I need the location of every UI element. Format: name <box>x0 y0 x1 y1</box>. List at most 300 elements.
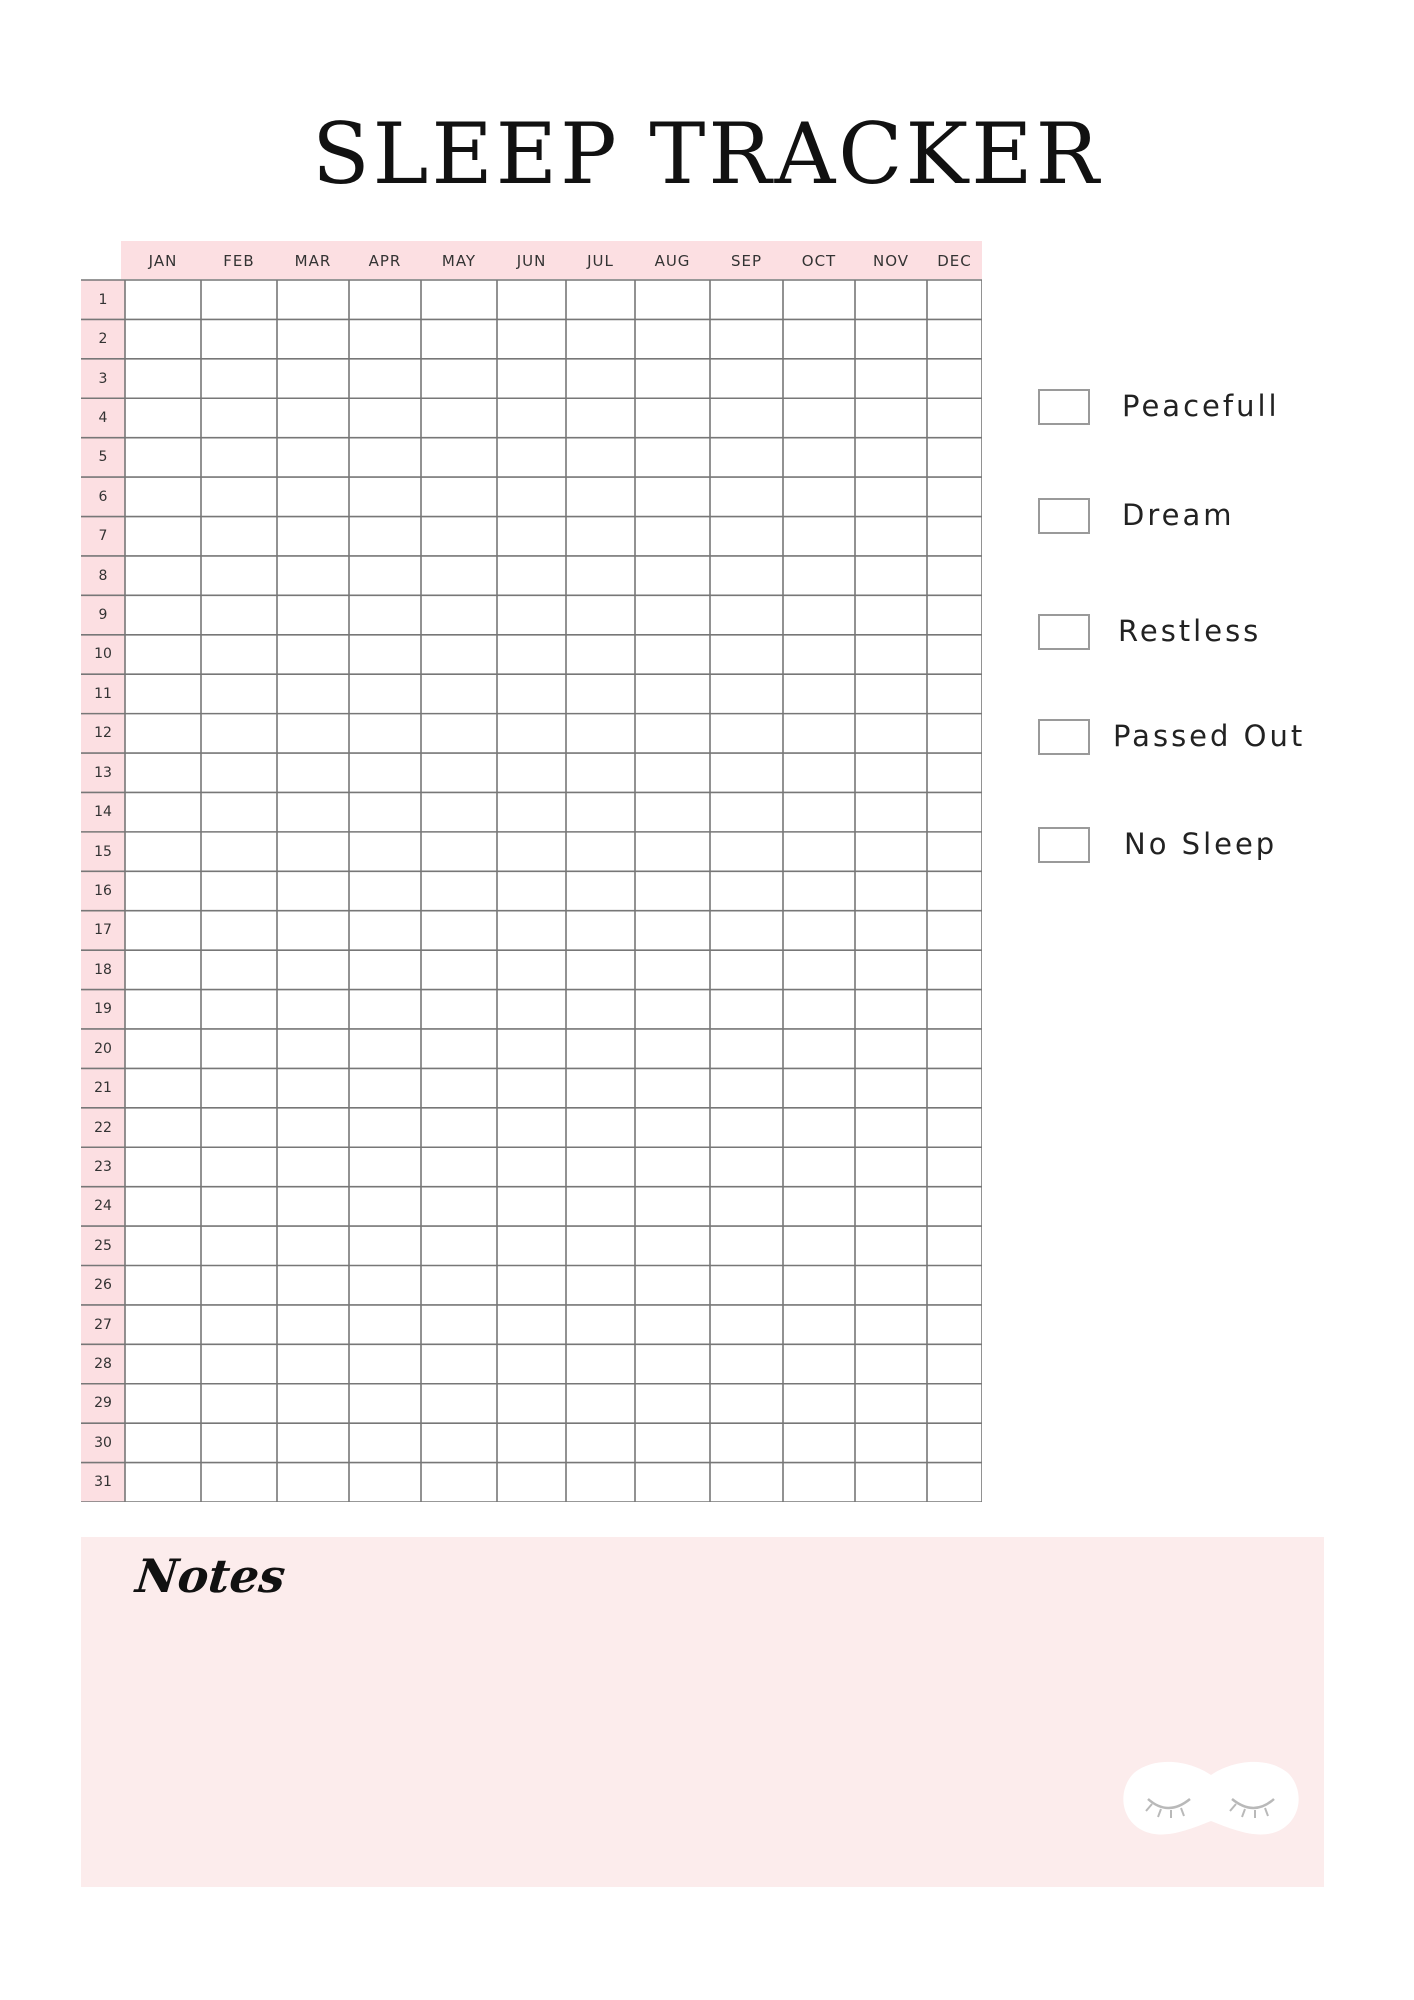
legend-checkbox-peacefull[interactable] <box>1038 389 1090 425</box>
tracker-cell[interactable] <box>784 1306 854 1343</box>
tracker-cell[interactable] <box>498 715 565 752</box>
tracker-cell[interactable] <box>567 1188 634 1225</box>
tracker-cell[interactable] <box>126 399 200 436</box>
tracker-cell[interactable] <box>567 1109 634 1146</box>
tracker-cell[interactable] <box>278 793 348 830</box>
tracker-cell[interactable] <box>202 478 276 515</box>
tracker-cell[interactable] <box>202 1424 276 1461</box>
tracker-cell[interactable] <box>422 478 496 515</box>
tracker-cell[interactable] <box>202 951 276 988</box>
tracker-cell[interactable] <box>784 872 854 909</box>
tracker-cell[interactable] <box>636 833 709 870</box>
tracker-cell[interactable] <box>202 675 276 712</box>
tracker-cell[interactable] <box>350 1464 420 1501</box>
tracker-cell[interactable] <box>856 754 926 791</box>
tracker-cell[interactable] <box>856 439 926 476</box>
tracker-cell[interactable] <box>350 1148 420 1185</box>
tracker-cell[interactable] <box>636 478 709 515</box>
tracker-cell[interactable] <box>856 1306 926 1343</box>
tracker-cell[interactable] <box>928 478 981 515</box>
tracker-cell[interactable] <box>928 951 981 988</box>
tracker-cell[interactable] <box>422 1267 496 1304</box>
tracker-cell[interactable] <box>422 715 496 752</box>
tracker-cell[interactable] <box>498 675 565 712</box>
tracker-cell[interactable] <box>350 1188 420 1225</box>
tracker-cell[interactable] <box>126 1385 200 1422</box>
tracker-cell[interactable] <box>636 1188 709 1225</box>
tracker-cell[interactable] <box>126 1227 200 1264</box>
legend-checkbox-no-sleep[interactable] <box>1038 827 1090 863</box>
tracker-cell[interactable] <box>711 1188 782 1225</box>
tracker-cell[interactable] <box>567 951 634 988</box>
tracker-cell[interactable] <box>856 1109 926 1146</box>
tracker-cell[interactable] <box>498 557 565 594</box>
tracker-cell[interactable] <box>567 1267 634 1304</box>
tracker-cell[interactable] <box>567 1424 634 1461</box>
tracker-cell[interactable] <box>711 1109 782 1146</box>
tracker-cell[interactable] <box>567 912 634 949</box>
tracker-cell[interactable] <box>856 636 926 673</box>
tracker-cell[interactable] <box>126 1030 200 1067</box>
tracker-cell[interactable] <box>278 1069 348 1106</box>
tracker-cell[interactable] <box>856 715 926 752</box>
tracker-cell[interactable] <box>711 1385 782 1422</box>
tracker-cell[interactable] <box>498 1385 565 1422</box>
tracker-cell[interactable] <box>278 360 348 397</box>
tracker-cell[interactable] <box>202 1306 276 1343</box>
tracker-cell[interactable] <box>928 596 981 633</box>
tracker-cell[interactable] <box>856 912 926 949</box>
tracker-cell[interactable] <box>422 320 496 357</box>
tracker-cell[interactable] <box>636 754 709 791</box>
tracker-cell[interactable] <box>711 1030 782 1067</box>
tracker-cell[interactable] <box>636 991 709 1028</box>
tracker-cell[interactable] <box>636 1424 709 1461</box>
tracker-cell[interactable] <box>636 439 709 476</box>
tracker-cell[interactable] <box>856 596 926 633</box>
tracker-cell[interactable] <box>126 596 200 633</box>
tracker-cell[interactable] <box>856 518 926 555</box>
tracker-cell[interactable] <box>498 1424 565 1461</box>
tracker-cell[interactable] <box>126 991 200 1028</box>
tracker-cell[interactable] <box>498 636 565 673</box>
tracker-cell[interactable] <box>350 1306 420 1343</box>
tracker-cell[interactable] <box>126 1109 200 1146</box>
tracker-cell[interactable] <box>278 991 348 1028</box>
tracker-cell[interactable] <box>422 1227 496 1264</box>
tracker-cell[interactable] <box>202 1464 276 1501</box>
tracker-cell[interactable] <box>350 715 420 752</box>
tracker-cell[interactable] <box>278 912 348 949</box>
tracker-cell[interactable] <box>422 281 496 318</box>
tracker-cell[interactable] <box>567 518 634 555</box>
tracker-cell[interactable] <box>278 596 348 633</box>
tracker-cell[interactable] <box>202 281 276 318</box>
tracker-cell[interactable] <box>278 754 348 791</box>
tracker-cell[interactable] <box>567 281 634 318</box>
tracker-cell[interactable] <box>784 715 854 752</box>
tracker-cell[interactable] <box>711 951 782 988</box>
tracker-cell[interactable] <box>711 1345 782 1382</box>
tracker-cell[interactable] <box>856 1030 926 1067</box>
tracker-cell[interactable] <box>422 1345 496 1382</box>
tracker-cell[interactable] <box>498 754 565 791</box>
tracker-cell[interactable] <box>278 1030 348 1067</box>
tracker-cell[interactable] <box>202 1188 276 1225</box>
tracker-cell[interactable] <box>784 478 854 515</box>
tracker-cell[interactable] <box>350 399 420 436</box>
tracker-cell[interactable] <box>126 320 200 357</box>
tracker-cell[interactable] <box>422 912 496 949</box>
tracker-cell[interactable] <box>422 754 496 791</box>
tracker-cell[interactable] <box>928 1424 981 1461</box>
tracker-cell[interactable] <box>350 596 420 633</box>
tracker-cell[interactable] <box>784 754 854 791</box>
tracker-cell[interactable] <box>350 793 420 830</box>
tracker-cell[interactable] <box>636 518 709 555</box>
tracker-cell[interactable] <box>928 1464 981 1501</box>
tracker-cell[interactable] <box>422 1109 496 1146</box>
notes-section[interactable] <box>81 1537 1324 1887</box>
tracker-cell[interactable] <box>350 1030 420 1067</box>
tracker-cell[interactable] <box>350 675 420 712</box>
tracker-cell[interactable] <box>202 1345 276 1382</box>
tracker-cell[interactable] <box>498 1148 565 1185</box>
tracker-cell[interactable] <box>202 439 276 476</box>
tracker-cell[interactable] <box>278 1306 348 1343</box>
tracker-cell[interactable] <box>711 1464 782 1501</box>
tracker-cell[interactable] <box>278 872 348 909</box>
tracker-cell[interactable] <box>856 1188 926 1225</box>
tracker-cell[interactable] <box>711 439 782 476</box>
tracker-cell[interactable] <box>784 1188 854 1225</box>
tracker-cell[interactable] <box>278 715 348 752</box>
tracker-cell[interactable] <box>784 991 854 1028</box>
tracker-cell[interactable] <box>498 1069 565 1106</box>
tracker-cell[interactable] <box>928 1385 981 1422</box>
tracker-cell[interactable] <box>498 320 565 357</box>
tracker-cell[interactable] <box>928 1148 981 1185</box>
tracker-cell[interactable] <box>278 675 348 712</box>
tracker-cell[interactable] <box>711 793 782 830</box>
tracker-cell[interactable] <box>422 1148 496 1185</box>
tracker-cell[interactable] <box>422 557 496 594</box>
tracker-cell[interactable] <box>202 912 276 949</box>
tracker-cell[interactable] <box>784 1030 854 1067</box>
tracker-cell[interactable] <box>498 360 565 397</box>
tracker-cell[interactable] <box>350 872 420 909</box>
tracker-cell[interactable] <box>278 1424 348 1461</box>
tracker-cell[interactable] <box>856 399 926 436</box>
tracker-cell[interactable] <box>856 951 926 988</box>
tracker-cell[interactable] <box>636 1345 709 1382</box>
tracker-cell[interactable] <box>636 1464 709 1501</box>
tracker-cell[interactable] <box>350 1424 420 1461</box>
tracker-cell[interactable] <box>711 478 782 515</box>
tracker-cell[interactable] <box>278 1267 348 1304</box>
tracker-cell[interactable] <box>126 912 200 949</box>
tracker-cell[interactable] <box>636 1385 709 1422</box>
tracker-cell[interactable] <box>498 912 565 949</box>
tracker-cell[interactable] <box>711 1227 782 1264</box>
tracker-cell[interactable] <box>278 1464 348 1501</box>
tracker-cell[interactable] <box>928 833 981 870</box>
tracker-cell[interactable] <box>422 872 496 909</box>
tracker-cell[interactable] <box>498 439 565 476</box>
tracker-cell[interactable] <box>350 281 420 318</box>
tracker-cell[interactable] <box>498 951 565 988</box>
tracker-cell[interactable] <box>567 1345 634 1382</box>
tracker-cell[interactable] <box>636 951 709 988</box>
tracker-cell[interactable] <box>928 1267 981 1304</box>
tracker-cell[interactable] <box>567 478 634 515</box>
tracker-cell[interactable] <box>784 1424 854 1461</box>
tracker-cell[interactable] <box>784 636 854 673</box>
tracker-cell[interactable] <box>711 518 782 555</box>
tracker-cell[interactable] <box>928 518 981 555</box>
tracker-cell[interactable] <box>278 557 348 594</box>
tracker-cell[interactable] <box>636 912 709 949</box>
tracker-cell[interactable] <box>350 518 420 555</box>
tracker-cell[interactable] <box>422 675 496 712</box>
tracker-cell[interactable] <box>350 1385 420 1422</box>
tracker-cell[interactable] <box>928 636 981 673</box>
tracker-cell[interactable] <box>126 1267 200 1304</box>
tracker-cell[interactable] <box>856 1424 926 1461</box>
tracker-cell[interactable] <box>202 636 276 673</box>
tracker-cell[interactable] <box>567 1306 634 1343</box>
tracker-cell[interactable] <box>422 1188 496 1225</box>
tracker-cell[interactable] <box>202 715 276 752</box>
tracker-cell[interactable] <box>422 991 496 1028</box>
tracker-cell[interactable] <box>498 399 565 436</box>
tracker-cell[interactable] <box>126 951 200 988</box>
tracker-cell[interactable] <box>350 1069 420 1106</box>
tracker-cell[interactable] <box>422 636 496 673</box>
tracker-cell[interactable] <box>126 478 200 515</box>
tracker-cell[interactable] <box>202 596 276 633</box>
tracker-cell[interactable] <box>350 320 420 357</box>
tracker-cell[interactable] <box>567 675 634 712</box>
legend-checkbox-restless[interactable] <box>1038 614 1090 650</box>
tracker-cell[interactable] <box>784 675 854 712</box>
tracker-cell[interactable] <box>126 675 200 712</box>
tracker-cell[interactable] <box>498 1030 565 1067</box>
legend-checkbox-passed-out[interactable] <box>1038 719 1090 755</box>
tracker-cell[interactable] <box>278 833 348 870</box>
tracker-cell[interactable] <box>498 793 565 830</box>
tracker-cell[interactable] <box>784 1345 854 1382</box>
tracker-cell[interactable] <box>928 557 981 594</box>
tracker-cell[interactable] <box>636 1267 709 1304</box>
tracker-cell[interactable] <box>422 1385 496 1422</box>
tracker-cell[interactable] <box>856 872 926 909</box>
tracker-cell[interactable] <box>567 991 634 1028</box>
tracker-cell[interactable] <box>422 1424 496 1461</box>
tracker-cell[interactable] <box>126 1306 200 1343</box>
legend-checkbox-dream[interactable] <box>1038 498 1090 534</box>
tracker-cell[interactable] <box>498 1267 565 1304</box>
tracker-cell[interactable] <box>711 833 782 870</box>
tracker-cell[interactable] <box>126 715 200 752</box>
tracker-cell[interactable] <box>928 1109 981 1146</box>
tracker-cell[interactable] <box>784 1267 854 1304</box>
tracker-cell[interactable] <box>784 1148 854 1185</box>
tracker-cell[interactable] <box>711 1267 782 1304</box>
tracker-cell[interactable] <box>928 754 981 791</box>
tracker-cell[interactable] <box>784 833 854 870</box>
tracker-cell[interactable] <box>711 1424 782 1461</box>
tracker-cell[interactable] <box>856 793 926 830</box>
tracker-cell[interactable] <box>784 439 854 476</box>
tracker-cell[interactable] <box>928 1030 981 1067</box>
tracker-cell[interactable] <box>498 1345 565 1382</box>
tracker-cell[interactable] <box>711 1306 782 1343</box>
tracker-cell[interactable] <box>422 1464 496 1501</box>
tracker-cell[interactable] <box>784 518 854 555</box>
tracker-cell[interactable] <box>422 1069 496 1106</box>
tracker-cell[interactable] <box>422 399 496 436</box>
tracker-cell[interactable] <box>498 1464 565 1501</box>
tracker-cell[interactable] <box>928 439 981 476</box>
tracker-cell[interactable] <box>422 833 496 870</box>
tracker-cell[interactable] <box>636 636 709 673</box>
tracker-cell[interactable] <box>498 281 565 318</box>
tracker-cell[interactable] <box>636 360 709 397</box>
tracker-cell[interactable] <box>126 360 200 397</box>
tracker-cell[interactable] <box>278 951 348 988</box>
tracker-cell[interactable] <box>711 320 782 357</box>
tracker-cell[interactable] <box>278 1227 348 1264</box>
tracker-cell[interactable] <box>350 1345 420 1382</box>
tracker-cell[interactable] <box>278 320 348 357</box>
tracker-cell[interactable] <box>126 754 200 791</box>
tracker-cell[interactable] <box>636 715 709 752</box>
tracker-cell[interactable] <box>928 360 981 397</box>
tracker-cell[interactable] <box>567 320 634 357</box>
tracker-cell[interactable] <box>856 478 926 515</box>
tracker-cell[interactable] <box>784 1069 854 1106</box>
tracker-cell[interactable] <box>711 360 782 397</box>
tracker-cell[interactable] <box>202 1030 276 1067</box>
tracker-cell[interactable] <box>350 636 420 673</box>
tracker-cell[interactable] <box>856 1385 926 1422</box>
tracker-cell[interactable] <box>498 478 565 515</box>
tracker-cell[interactable] <box>636 320 709 357</box>
tracker-cell[interactable] <box>202 754 276 791</box>
tracker-cell[interactable] <box>711 912 782 949</box>
tracker-cell[interactable] <box>126 1188 200 1225</box>
tracker-cell[interactable] <box>126 1345 200 1382</box>
tracker-cell[interactable] <box>567 439 634 476</box>
tracker-cell[interactable] <box>126 1464 200 1501</box>
tracker-cell[interactable] <box>856 991 926 1028</box>
tracker-cell[interactable] <box>636 399 709 436</box>
tracker-cell[interactable] <box>636 1069 709 1106</box>
tracker-cell[interactable] <box>422 360 496 397</box>
tracker-cell[interactable] <box>350 833 420 870</box>
tracker-cell[interactable] <box>498 518 565 555</box>
tracker-cell[interactable] <box>856 320 926 357</box>
tracker-cell[interactable] <box>711 399 782 436</box>
tracker-cell[interactable] <box>350 754 420 791</box>
tracker-cell[interactable] <box>422 1030 496 1067</box>
tracker-cell[interactable] <box>856 1069 926 1106</box>
tracker-cell[interactable] <box>278 1345 348 1382</box>
tracker-cell[interactable] <box>928 1069 981 1106</box>
tracker-cell[interactable] <box>856 1345 926 1382</box>
tracker-cell[interactable] <box>350 1227 420 1264</box>
tracker-cell[interactable] <box>278 518 348 555</box>
tracker-cell[interactable] <box>350 1267 420 1304</box>
tracker-cell[interactable] <box>278 1148 348 1185</box>
tracker-cell[interactable] <box>422 439 496 476</box>
tracker-cell[interactable] <box>567 793 634 830</box>
tracker-cell[interactable] <box>711 675 782 712</box>
tracker-cell[interactable] <box>784 281 854 318</box>
tracker-cell[interactable] <box>126 793 200 830</box>
tracker-cell[interactable] <box>928 991 981 1028</box>
tracker-cell[interactable] <box>567 833 634 870</box>
tracker-cell[interactable] <box>202 872 276 909</box>
tracker-cell[interactable] <box>350 478 420 515</box>
tracker-cell[interactable] <box>567 715 634 752</box>
tracker-cell[interactable] <box>636 1030 709 1067</box>
tracker-cell[interactable] <box>567 399 634 436</box>
tracker-cell[interactable] <box>636 872 709 909</box>
tracker-cell[interactable] <box>567 872 634 909</box>
tracker-cell[interactable] <box>126 872 200 909</box>
tracker-cell[interactable] <box>202 1227 276 1264</box>
tracker-cell[interactable] <box>567 557 634 594</box>
tracker-cell[interactable] <box>498 833 565 870</box>
tracker-cell[interactable] <box>567 360 634 397</box>
tracker-cell[interactable] <box>202 360 276 397</box>
tracker-cell[interactable] <box>202 991 276 1028</box>
tracker-cell[interactable] <box>636 1306 709 1343</box>
tracker-cell[interactable] <box>636 1148 709 1185</box>
tracker-cell[interactable] <box>567 1030 634 1067</box>
tracker-cell[interactable] <box>856 1148 926 1185</box>
tracker-cell[interactable] <box>928 912 981 949</box>
tracker-cell[interactable] <box>126 557 200 594</box>
tracker-cell[interactable] <box>278 478 348 515</box>
tracker-cell[interactable] <box>711 281 782 318</box>
tracker-cell[interactable] <box>278 1109 348 1146</box>
tracker-cell[interactable] <box>928 1306 981 1343</box>
tracker-cell[interactable] <box>856 833 926 870</box>
tracker-cell[interactable] <box>567 754 634 791</box>
tracker-cell[interactable] <box>278 1385 348 1422</box>
tracker-cell[interactable] <box>202 793 276 830</box>
tracker-cell[interactable] <box>126 1148 200 1185</box>
tracker-cell[interactable] <box>350 360 420 397</box>
tracker-cell[interactable] <box>784 793 854 830</box>
tracker-cell[interactable] <box>784 399 854 436</box>
tracker-cell[interactable] <box>784 557 854 594</box>
tracker-cell[interactable] <box>202 1385 276 1422</box>
tracker-cell[interactable] <box>278 1188 348 1225</box>
tracker-cell[interactable] <box>422 793 496 830</box>
tracker-cell[interactable] <box>711 557 782 594</box>
tracker-cell[interactable] <box>202 1148 276 1185</box>
tracker-cell[interactable] <box>784 912 854 949</box>
tracker-cell[interactable] <box>126 833 200 870</box>
tracker-cell[interactable] <box>856 1227 926 1264</box>
tracker-cell[interactable] <box>784 596 854 633</box>
tracker-cell[interactable] <box>856 557 926 594</box>
tracker-cell[interactable] <box>350 951 420 988</box>
